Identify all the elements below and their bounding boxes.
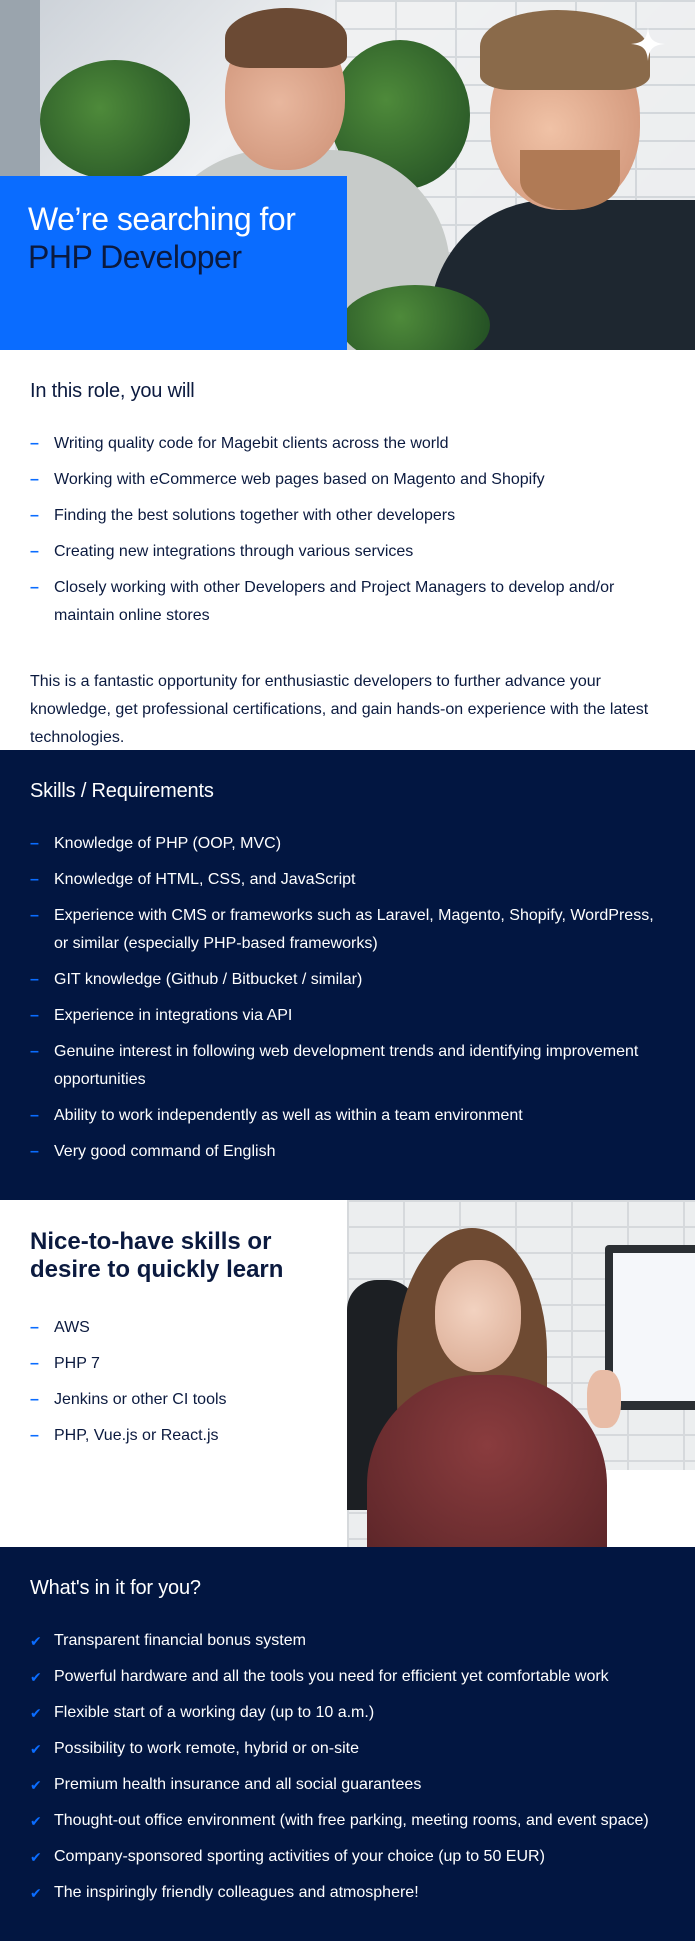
list-item: – Experience in integrations via API [30,1002,665,1030]
skills-section [0,750,695,1200]
role-list [30,430,665,630]
dash-icon: – [30,1107,39,1124]
list-item: – Closely working with other Developers and Project Managers to develop and/or maintain online stores [30,574,665,630]
list-item: ✔ Possibility to work remote, hybrid or on-site [30,1735,665,1763]
list-item: ✔ Thought-out office environment (with free parking, meeting rooms, and event space) [30,1807,665,1835]
check-icon: ✔ [30,1813,42,1829]
benefits-section [0,1547,695,1941]
list-item: – Knowledge of PHP (OOP, MVC) [30,830,665,858]
person-photo [520,150,620,210]
dash-icon: – [30,471,39,488]
check-icon: ✔ [30,1885,42,1901]
list-item: – GIT knowledge (Github / Bitbucket / similar) [30,966,665,994]
hero-title: We’re searching for [28,201,296,237]
check-icon: ✔ [30,1633,42,1649]
dash-icon: – [30,1427,39,1444]
dash-icon: – [30,871,39,888]
hero-title-box [0,176,347,350]
check-icon: ✔ [30,1849,42,1865]
list-item: ✔ Company-sponsored sporting activities of your choice (up to 50 EUR) [30,1843,665,1871]
list-item: – PHP 7 [30,1350,317,1378]
list-item: – AWS [30,1314,317,1342]
dash-icon: – [30,1391,39,1408]
dash-icon: – [30,543,39,560]
list-item: – Finding the best solutions together with other developers [30,502,665,530]
sparkle-icon [631,27,665,61]
list-item: – Jenkins or other CI tools [30,1386,317,1414]
section-heading: Nice-to-have skills or desire to quickly learn [30,1228,284,1283]
list-item: – Working with eCommerce web pages based on Magento and Shopify [30,466,665,494]
benefits-list [30,1627,665,1907]
window-frame [0,0,40,180]
list-item: – Genuine interest in following web development trends and identifying improvement opportunities [30,1038,665,1094]
dash-icon: – [30,1043,39,1060]
office-photo [347,1200,695,1547]
dash-icon: – [30,907,39,924]
nice-list [30,1314,317,1450]
sparkle-icon [630,1483,664,1517]
dash-icon: – [30,579,39,596]
role-paragraph: This is a fantastic opportunity for enthusiastic developers to further advance your knowledge, get professional certifications, and gain hands-on experience with the latest technologies. [30,673,649,746]
list-item: – Creating new integrations through various services [30,538,665,566]
dash-icon: – [30,971,39,988]
dash-icon: – [30,1319,39,1336]
check-icon: ✔ [30,1741,42,1757]
hero-banner [0,0,695,350]
dash-icon: – [30,835,39,852]
section-heading: Skills / Requirements [30,780,214,802]
skills-list [30,830,665,1166]
job-title: PHP Developer [28,239,242,275]
list-item: – PHP, Vue.js or React.js [30,1422,317,1450]
section-heading: What's in it for you? [30,1577,201,1599]
person-photo [225,8,347,68]
list-item: ✔ Powerful hardware and all the tools you need for efficient yet comfortable work [30,1663,665,1691]
check-icon: ✔ [30,1705,42,1721]
dash-icon: – [30,435,39,452]
plant [40,60,190,180]
list-item: ✔ Transparent financial bonus system [30,1627,665,1655]
check-icon: ✔ [30,1777,42,1793]
list-item: ✔ The inspiringly friendly colleagues and atmosphere! [30,1879,665,1907]
check-icon: ✔ [30,1669,42,1685]
list-item: – Experience with CMS or frameworks such as Laravel, Magento, Shopify, WordPress, or similar (especially PHP-based frameworks) [30,902,665,958]
list-item: – Knowledge of HTML, CSS, and JavaScript [30,866,665,894]
dash-icon: – [30,507,39,524]
dash-icon: – [30,1007,39,1024]
nice-to-have-content [0,1200,347,1547]
list-item: ✔ Flexible start of a working day (up to 10 a.m.) [30,1699,665,1727]
dash-icon: – [30,1143,39,1160]
list-item: – Ability to work independently as well as within a team environment [30,1102,665,1130]
section-heading: In this role, you will [30,380,195,402]
list-item: – Very good command of English [30,1138,665,1166]
role-section [0,350,695,750]
dash-icon: – [30,1355,39,1372]
nice-to-have-section [0,1200,695,1547]
list-item: – Writing quality code for Magebit clients across the world [30,430,665,458]
list-item: ✔ Premium health insurance and all social guarantees [30,1771,665,1799]
